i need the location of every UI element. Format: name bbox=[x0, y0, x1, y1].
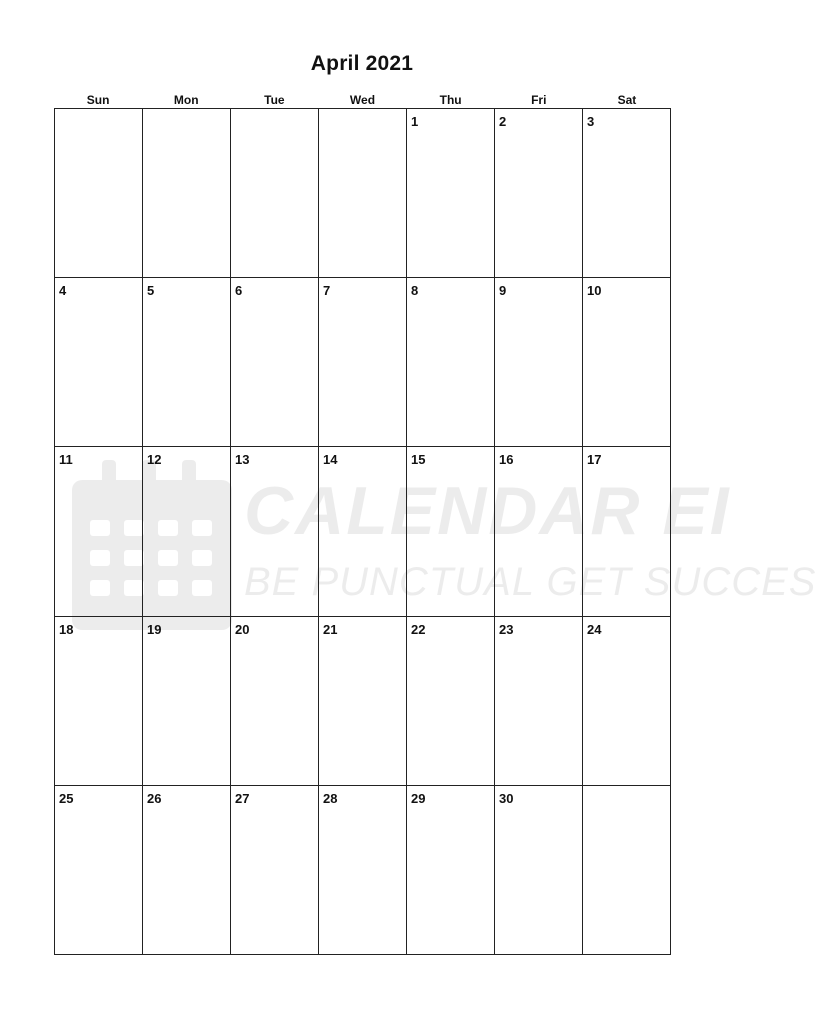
day-number: 30 bbox=[499, 790, 514, 806]
day-cell bbox=[319, 109, 407, 278]
day-number: 19 bbox=[147, 621, 162, 637]
day-cell bbox=[407, 447, 495, 616]
day-number: 3 bbox=[587, 114, 595, 129]
day-cell bbox=[55, 786, 143, 955]
day-number: 28 bbox=[323, 790, 338, 806]
day-number: 27 bbox=[235, 790, 250, 806]
day-cell bbox=[231, 447, 319, 616]
day-cell bbox=[583, 617, 671, 786]
day-cell bbox=[407, 617, 495, 786]
day-number: 24 bbox=[587, 621, 602, 637]
day-number: 11 bbox=[59, 452, 73, 468]
day-number: 18 bbox=[59, 621, 74, 637]
weekday-label-wed: Wed bbox=[349, 93, 376, 107]
day-cell bbox=[55, 617, 143, 786]
day-number: 26 bbox=[147, 790, 162, 806]
watermark-tagline: BE PUNCTUAL GET SUCCES bbox=[244, 560, 817, 604]
day-number: 9 bbox=[499, 283, 507, 299]
day-cell bbox=[495, 278, 583, 447]
day-number: 14 bbox=[323, 452, 338, 468]
day-cell bbox=[407, 278, 495, 447]
day-cell bbox=[143, 278, 231, 447]
day-cell bbox=[231, 617, 319, 786]
day-number: 23 bbox=[499, 621, 514, 637]
day-number: 6 bbox=[235, 283, 243, 299]
weekday-header-row bbox=[54, 93, 671, 107]
watermark-title: CALENDAR EI bbox=[244, 473, 731, 549]
day-number: 22 bbox=[411, 621, 426, 637]
day-number: 21 bbox=[323, 621, 338, 637]
day-cell bbox=[319, 447, 407, 616]
day-number: 13 bbox=[235, 452, 250, 468]
day-cell bbox=[407, 109, 495, 278]
day-number: 29 bbox=[411, 790, 426, 806]
day-cell bbox=[319, 617, 407, 786]
day-cell bbox=[231, 109, 319, 278]
page-title: April 2021 bbox=[310, 52, 414, 75]
weekday-label-sun: Sun bbox=[86, 93, 110, 107]
weekday-label-tue: Tue bbox=[264, 93, 285, 107]
day-cell bbox=[583, 109, 671, 278]
weekday-label-thu: Thu bbox=[439, 93, 462, 107]
day-number: 7 bbox=[323, 283, 331, 299]
day-number: 20 bbox=[235, 621, 250, 637]
day-cell bbox=[143, 786, 231, 955]
day-number: 10 bbox=[587, 283, 602, 299]
weekday-label-mon: Mon bbox=[173, 93, 199, 107]
day-cell bbox=[319, 278, 407, 447]
day-cell bbox=[143, 617, 231, 786]
day-number: 2 bbox=[499, 114, 507, 129]
day-cell bbox=[55, 109, 143, 278]
day-cell bbox=[231, 278, 319, 447]
day-cell bbox=[319, 786, 407, 955]
weekday-label-sat: Sat bbox=[617, 93, 637, 107]
day-number: 25 bbox=[59, 790, 74, 806]
day-cell bbox=[583, 278, 671, 447]
weekday-label-fri: Fri bbox=[531, 93, 547, 107]
day-number: 16 bbox=[499, 452, 514, 468]
day-number: 5 bbox=[147, 283, 155, 299]
day-cell bbox=[407, 786, 495, 955]
day-cell bbox=[55, 278, 143, 447]
day-cell bbox=[143, 447, 231, 616]
day-cell bbox=[495, 617, 583, 786]
day-number: 12 bbox=[147, 452, 162, 468]
day-number: 8 bbox=[411, 283, 419, 299]
day-cell bbox=[143, 109, 231, 278]
day-cell bbox=[231, 786, 319, 955]
calendar-grid bbox=[54, 108, 671, 955]
day-cell bbox=[583, 447, 671, 616]
day-number: 4 bbox=[59, 283, 67, 299]
day-number: 15 bbox=[411, 452, 426, 468]
day-cell bbox=[55, 447, 143, 616]
day-cell bbox=[495, 786, 583, 955]
day-cell bbox=[495, 447, 583, 616]
day-cell bbox=[583, 786, 671, 955]
day-number: 1 bbox=[411, 114, 419, 129]
day-number: 17 bbox=[587, 452, 602, 468]
day-cell bbox=[495, 109, 583, 278]
